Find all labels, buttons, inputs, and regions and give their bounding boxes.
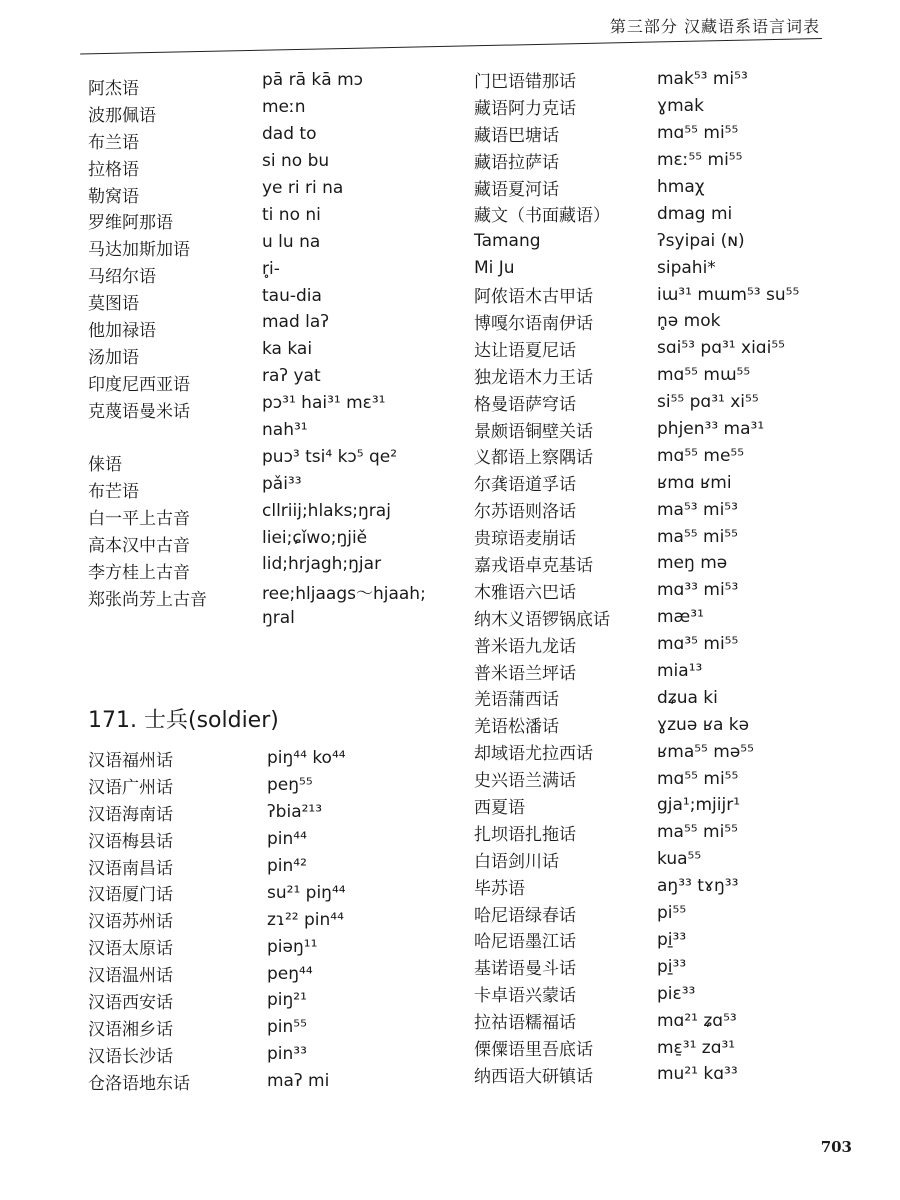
word-form: ree;hljaags～hjaah; [262, 583, 426, 604]
word-form: mad laʔ [262, 312, 329, 333]
language-name: 藏语阿力克话 [474, 98, 576, 119]
language-name: 纳木义语锣锅底话 [474, 609, 610, 630]
language-name: 史兴语兰满话 [474, 771, 576, 792]
word-form: lid;hrjagh;ŋjar [262, 554, 382, 575]
language-name: 汤加语 [88, 347, 139, 368]
word-form: pi̱³³ [657, 929, 687, 950]
language-name: 马绍尔语 [88, 267, 156, 288]
word-form: mu²¹ kɑ³³ [657, 1064, 738, 1085]
word-form: ŋral [262, 608, 295, 629]
language-name: 布芒语 [88, 482, 139, 503]
language-name: 波那佩语 [88, 105, 156, 126]
language-name: 印度尼西亚语 [88, 374, 190, 395]
word-form: peŋ⁴⁴ [267, 963, 313, 984]
language-name: 汉语太原话 [88, 939, 173, 960]
word-form: mɑ³⁵ mi⁵⁵ [657, 634, 739, 655]
language-name: 马达加斯加语 [88, 240, 190, 261]
word-form: pi⁵⁵ [657, 903, 687, 924]
language-name: 汉语温州话 [88, 966, 173, 987]
word-form: mɛ̱³¹ zɑ³¹ [657, 1037, 736, 1058]
word-form: pǎi³³ [262, 473, 302, 494]
word-form: mæ³¹ [657, 607, 704, 628]
word-form: pin⁴² [267, 856, 307, 876]
right-form-column [657, 66, 799, 1088]
language-name: 却域语尤拉西话 [474, 744, 593, 765]
word-form: ʁma⁵⁵ mə⁵⁵ [657, 741, 754, 762]
word-form: ma⁵⁵ mi⁵⁵ [657, 526, 738, 547]
language-name: 贵琼语麦崩话 [474, 529, 576, 550]
word-form: ɣzuə ʁa kə [657, 714, 750, 735]
section-number: 171. [88, 708, 137, 733]
language-name: 基诺语曼斗话 [474, 959, 576, 980]
language-name: 达让语夏尼话 [474, 340, 576, 361]
language-name: 莫图语 [88, 294, 139, 315]
word-form: mɑ⁵⁵ me⁵⁵ [657, 445, 745, 466]
word-form: liei;ɕǐwo;ŋjiě [262, 527, 368, 548]
word-form: mɑ⁵⁵ mɯ⁵⁵ [657, 365, 751, 386]
left-top-language-column [88, 73, 207, 638]
language-name: 高本汉中古音 [88, 536, 190, 557]
language-name: 义都语上察隅话 [474, 448, 593, 469]
word-form: piŋ⁴⁴ ko⁴⁴ [267, 748, 346, 769]
word-form: mak⁵³ mi⁵³ [657, 69, 748, 90]
page-number: 703 [820, 1138, 852, 1156]
word-form: ɣmak [657, 96, 704, 117]
left-bottom-language-column [88, 745, 190, 1095]
language-name: 纳西语大研镇话 [474, 1066, 593, 1087]
word-form: ti no ni [262, 204, 321, 225]
language-name: 汉语厦门话 [88, 885, 173, 906]
word-form: dmag mi [657, 203, 733, 224]
word-form: ʔbia²¹³ [267, 802, 323, 823]
word-form: nah³¹ [262, 420, 308, 441]
language-name: 藏语巴塘话 [474, 125, 559, 146]
language-name: 嘉戎语卓克基话 [474, 555, 593, 576]
language-name: 傈僳语里吾底话 [474, 1040, 593, 1060]
word-form: ma⁵⁵ mi⁵⁵ [657, 822, 738, 843]
running-header: 第三部分 汉藏语系语言词表 [609, 17, 820, 36]
word-form: ye ri ri na [262, 178, 344, 198]
right-language-column [474, 66, 610, 1088]
word-form: sipahi* [657, 257, 716, 278]
language-name: 普米语兰坪话 [474, 663, 576, 684]
word-form: pɔ³¹ hai³¹ mɛ³¹ [262, 393, 386, 414]
language-name: 白一平上古音 [88, 509, 190, 530]
section-heading [88, 703, 279, 734]
word-form: dʑua ki [657, 687, 718, 708]
language-name: Mi Ju [474, 257, 515, 278]
language-name: 克蔑语曼米话 [88, 401, 190, 422]
language-name: 藏文（书面藏语） [474, 206, 610, 227]
language-name: 汉语湘乡话 [88, 1019, 173, 1040]
language-name: 汉语梅县话 [88, 831, 173, 852]
language-name: 独龙语木力王话 [474, 367, 593, 388]
left-bottom-form-column [267, 745, 346, 1095]
word-form: mia¹³ [657, 661, 703, 682]
word-form: ʔsyipai (ɴ) [657, 230, 745, 251]
language-name: 他加禄语 [88, 320, 156, 341]
language-name: 郑张尚芳上古音 [88, 589, 207, 610]
language-name: 卡卓语兴蒙话 [474, 986, 576, 1007]
word-form: meŋ mə [657, 553, 728, 574]
word-form: gja¹;mjijr¹ [657, 795, 741, 816]
language-name: 藏语夏河话 [474, 179, 559, 200]
word-form: peŋ⁵⁵ [267, 775, 313, 796]
language-name [88, 611, 207, 638]
word-form: aŋ³³ tɤŋ³³ [657, 876, 739, 897]
word-form: ʁmɑ ʁmi [657, 472, 732, 493]
word-form: u lu na [262, 231, 321, 252]
word-form: meːn [262, 97, 306, 118]
language-name: 罗维阿那语 [88, 213, 173, 234]
language-name: 羌语松潘话 [474, 717, 559, 738]
word-form: mɑ⁵⁵ mi⁵⁵ [657, 768, 739, 789]
word-form: mɑ²¹ ʑɑ⁵³ [657, 1010, 737, 1031]
word-form: ka kai [262, 339, 313, 360]
language-name: 汉语南昌话 [88, 858, 173, 879]
word-form: sɑi⁵³ pɑ³¹ xiɑi⁵⁵ [657, 338, 785, 359]
language-name: 汉语长沙话 [88, 1046, 173, 1067]
language-name: 博嘎尔语南伊话 [474, 313, 593, 334]
language-name: 拉祜语糯福话 [474, 1013, 576, 1034]
language-name: 尔苏语则洛话 [474, 502, 576, 523]
word-form: cllriij;hlaks;ŋraj [262, 500, 391, 521]
word-form: pin⁴⁴ [267, 829, 307, 850]
word-form: piɛ³³ [657, 983, 696, 1004]
language-name: 毕苏语 [474, 878, 525, 899]
language-name: 拉格语 [88, 159, 139, 180]
word-form: pin³³ [267, 1044, 307, 1065]
word-form: si⁵⁵ pɑ³¹ xi⁵⁵ [657, 392, 759, 413]
language-name: 仓洛语地东话 [88, 1073, 190, 1094]
language-name: Tamang [474, 230, 541, 251]
language-name: 李方桂上古音 [88, 562, 190, 583]
language-name: 羌语蒲西话 [474, 690, 559, 711]
word-form: tau-dia [262, 285, 322, 306]
language-name: 阿侬语木古甲话 [474, 287, 593, 308]
section-title: 士兵(soldier) [143, 708, 279, 733]
language-name: 门巴语错那话 [474, 71, 576, 92]
word-form: iɯ³¹ mɯm⁵³ su⁵⁵ [657, 284, 800, 305]
word-form: mɑ³³ mi⁵³ [657, 580, 739, 601]
word-form: kua⁵⁵ [657, 849, 702, 870]
language-name [88, 423, 207, 450]
language-name: 哈尼语墨江话 [474, 932, 576, 953]
word-form: si no bu [262, 151, 330, 172]
language-name: 景颇语铜壁关话 [474, 421, 593, 442]
word-form: puɔ³ tsi⁴ kɔ⁵ qe² [262, 446, 398, 467]
word-form: n̥ə mok [657, 311, 721, 332]
word-form: mɛː⁵⁵ mi⁵⁵ [657, 150, 743, 171]
language-name: 勒窝语 [88, 186, 139, 207]
language-name: 汉语西安话 [88, 992, 173, 1013]
language-name: 汉语海南话 [88, 804, 173, 825]
language-name: 汉语广州话 [88, 777, 173, 798]
language-name: 西夏语 [474, 797, 525, 818]
language-name: 哈尼语绿春话 [474, 905, 576, 926]
language-name: 布兰语 [88, 132, 139, 153]
word-form: r̥i- [262, 258, 280, 279]
word-form: pi̱³³ [657, 956, 687, 977]
language-name: 木雅语六巴话 [474, 582, 576, 603]
language-name: 尔龚语道孚话 [474, 475, 576, 496]
word-form: pin⁵⁵ [267, 1017, 307, 1038]
left-top-form-column [262, 67, 426, 632]
word-form: su²¹ piŋ⁴⁴ [267, 882, 346, 903]
word-form: zɿ²² pin⁴⁴ [267, 909, 344, 930]
language-name: 格曼语萨穹话 [474, 394, 576, 415]
language-name: 白语剑川话 [474, 851, 559, 872]
word-form: raʔ yat [262, 366, 321, 387]
language-name: 阿杰语 [88, 78, 139, 99]
word-form: ma⁵³ mi⁵³ [657, 499, 738, 520]
word-form: dad to [262, 124, 317, 145]
word-form: pā rā kā mɔ [262, 70, 363, 91]
word-form: phjen³³ ma³¹ [657, 419, 765, 440]
language-name: 汉语福州话 [88, 750, 173, 771]
word-form: maʔ mi [267, 1071, 330, 1092]
word-form: mɑ⁵⁵ mi⁵⁵ [657, 123, 739, 144]
language-name: 藏语拉萨话 [474, 152, 559, 173]
language-name: 普米语九龙话 [474, 636, 576, 657]
header-rule [80, 38, 822, 55]
word-form: piŋ²¹ [267, 990, 307, 1011]
language-name: 俫语 [88, 455, 122, 476]
word-form: hmaχ [657, 177, 705, 197]
language-name: 汉语苏州话 [88, 912, 173, 933]
language-name: 扎坝语扎拖话 [474, 824, 576, 845]
word-form: piəŋ¹¹ [267, 936, 318, 957]
